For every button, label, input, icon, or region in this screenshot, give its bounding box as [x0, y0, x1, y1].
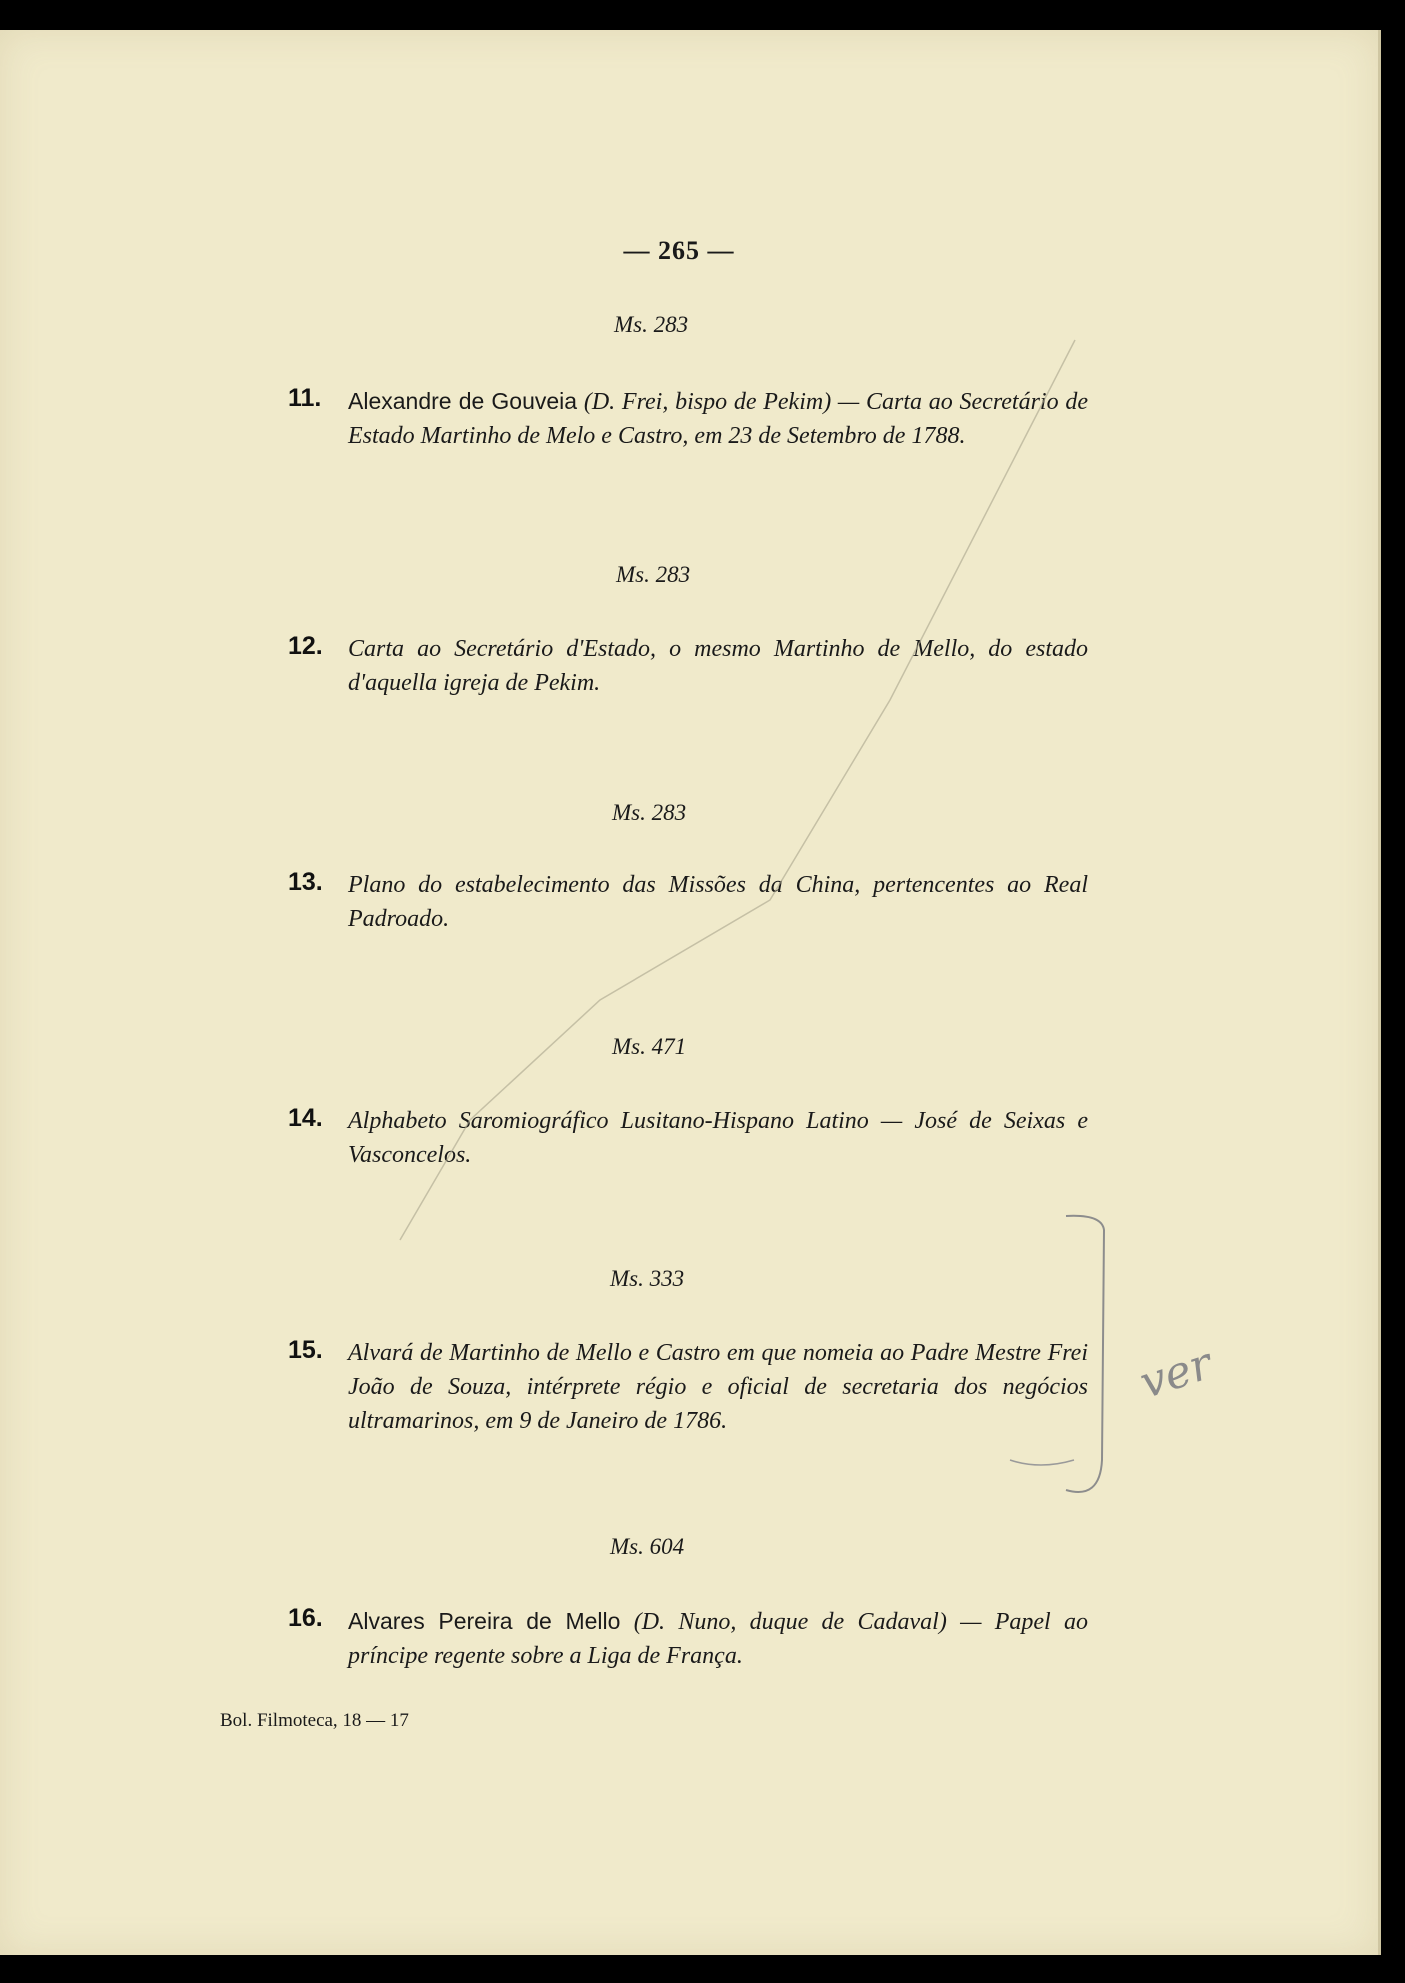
manuscript-ref: Ms. 333 [610, 1266, 685, 1291]
entry-text [348, 1604, 1088, 1673]
entry-number: 13. [288, 868, 323, 896]
entry-text [348, 384, 1088, 453]
manuscript-ref: Ms. 283 [614, 312, 689, 337]
catalog-entry [288, 868, 1088, 940]
entry-number: 14. [288, 1104, 323, 1132]
manuscript-ref: Ms. 604 [610, 1534, 685, 1559]
entry-number: 15. [288, 1336, 323, 1364]
manuscript-ref: Ms. 471 [612, 1034, 687, 1059]
catalog-entry [288, 632, 1088, 704]
entry-description: Plano do estabelecimento das Missões da China, pertencentes ao Real Padroado. [348, 872, 1088, 932]
catalog-entry [288, 384, 1088, 494]
entry-author: Alexandre de Gouveia [348, 388, 578, 414]
manuscript-ref: Ms. 283 [616, 562, 691, 587]
catalog-entry [288, 1104, 1088, 1176]
catalog-entry [288, 1336, 1088, 1446]
entry-author: Alvares Pereira de Mello [348, 1608, 621, 1634]
entry-description: Alphabeto Saromiográfico Lusitano-Hispano Latino — José de Seixas e Vasconcelos. [348, 1108, 1088, 1168]
entry-text [348, 632, 1088, 700]
entry-text [348, 868, 1088, 936]
entry-number: 12. [288, 632, 323, 660]
handwritten-note: ver [1133, 1338, 1219, 1409]
footer-citation: Bol. Filmoteca, 18 — 17 [220, 1710, 409, 1731]
catalog-entry [288, 1604, 1088, 1676]
entry-description: Carta ao Secretário d'Estado, o mesmo Martinho de Mello, do estado d'aquella igreja de Pekim. [348, 636, 1088, 696]
entry-number: 11. [288, 384, 322, 412]
entry-text [348, 1336, 1088, 1438]
entry-description: (D. Nuno, duque de Cadaval) — Papel ao príncipe regente sobre a Liga de França. [348, 1609, 1088, 1669]
manuscript-ref: Ms. 283 [612, 800, 687, 825]
page-number: — 265 — [623, 236, 735, 265]
entry-text [348, 1104, 1088, 1172]
entry-description: Alvará de Martinho de Mello e Castro em que nomeia ao Padre Mestre Frei João de Souza, intérprete régio e oficial de secretaria dos negócios ultramarinos, em 9 de Janeiro de 1786. [348, 1340, 1088, 1434]
entry-description: (D. Frei, bispo de Pekim) — Carta ao Secretário de Estado Martinho de Melo e Castro, em 23 de Setembro de 1788. [348, 389, 1088, 449]
entry-number: 16. [288, 1604, 323, 1632]
